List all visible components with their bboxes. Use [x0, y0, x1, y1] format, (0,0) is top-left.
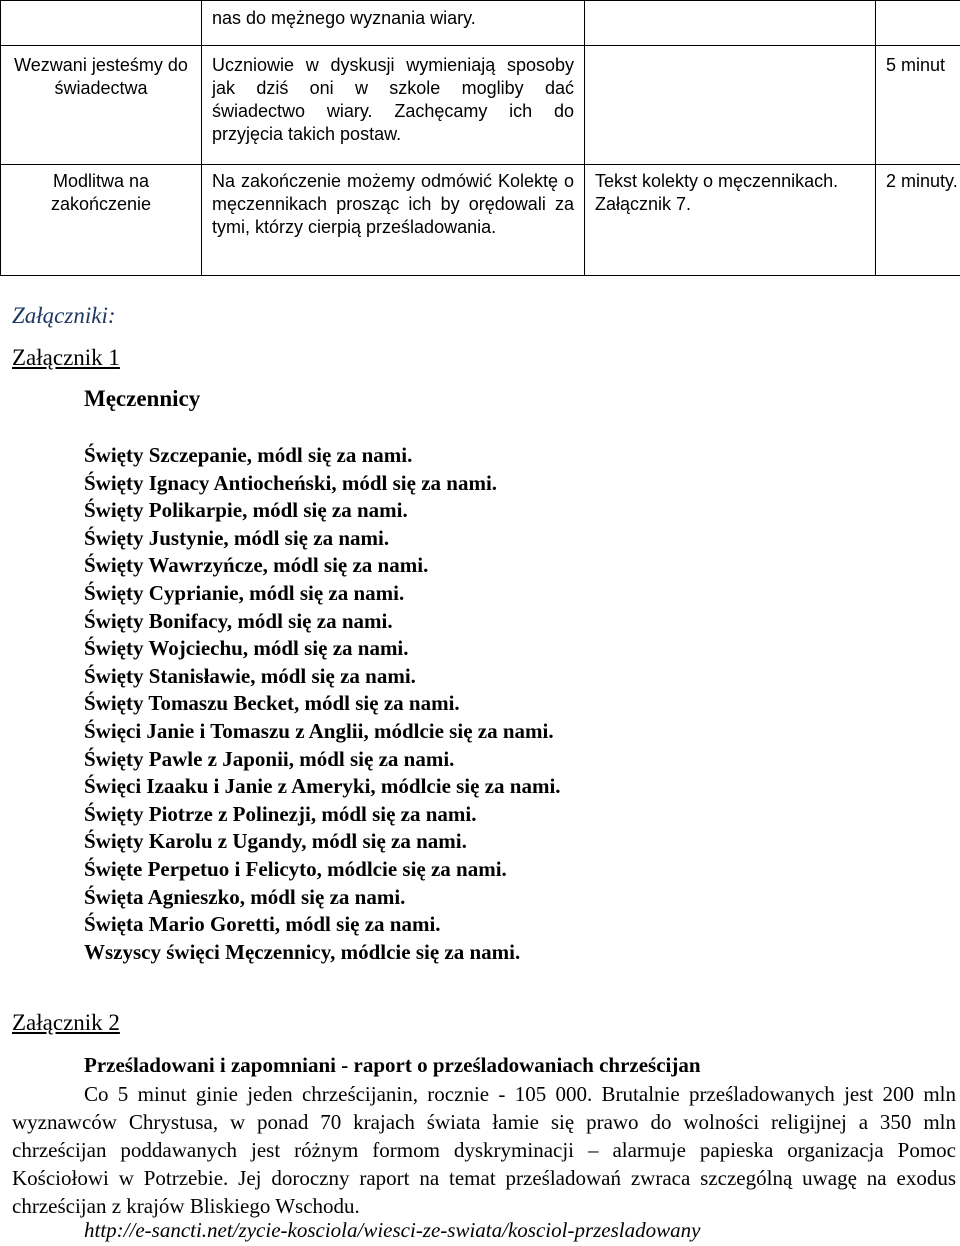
litany-line: Święci Izaaku i Janie z Ameryki, módlcie się za nami.	[84, 774, 561, 799]
litany-line: Święty Szczepanie, módl się za nami.	[84, 443, 413, 467]
litany-line: Wszyscy święci Męczennicy, módlcie się za nami.	[84, 939, 521, 964]
stage-cell: Modlitwa na zakończenie	[1, 165, 202, 276]
report-body: Co 5 minut ginie jeden chrześcijanin, rocznie - 105 000. Brutalnie prześladowanych jest 200 mln wyznawców Chrystusa, w ponad 70 krajach świata łamie się prawo do wolności religijnej a 350 mln chrześcijan poddawanych jest różnym formom dyskryminacji – alarmuje papieska organizacja Pomoc Kościołowi w Potrzebie. Jej doroczny raport na temat prześladowań zwraca szczególną uwagę na exodus chrześcijan z krajów Bliskiego Wschodu.	[12, 1082, 956, 1218]
stage-cell: Wezwani jesteśmy do świadectwa	[1, 46, 202, 165]
litany-line: Święta Mario Goretti, módl się za nami.	[84, 912, 441, 937]
litany-line: Święty Wawrzyńcze, módl się za nami.	[84, 553, 429, 578]
litany-line: Święty Ignacy Antiocheński, módl się za nami.	[84, 470, 498, 495]
litany-line: Święty Bonifacy, módl się za nami.	[84, 608, 393, 633]
activity-text: Uczniowie w dyskusji wymieniają sposoby jak dziś oni w szkole mogliby dać świadectwo wiary. Zachęcamy ich do przyjęcia takich postaw.	[212, 55, 574, 144]
activity-text: Na zakończenie możemy odmówić Kolektę o męczennikach prosząc ich by orędowali za tymi, którzy cierpią prześladowania.	[212, 171, 574, 237]
litany-line: Święty Polikarpie, módl się za nami.	[84, 498, 408, 523]
litany-list	[84, 442, 561, 966]
litany-line: Święty Tomaszu Becket, módl się za nami.	[84, 691, 460, 716]
table-row	[1, 165, 960, 276]
time-cell	[876, 165, 960, 276]
report-title: Prześladowani i zapomniani - raport o prześladowaniach chrześcijan	[84, 1053, 701, 1077]
stage-cell	[1, 1, 202, 46]
attachment2-label: Załącznik 2	[12, 1010, 120, 1035]
materials-cell	[585, 165, 876, 276]
litany-title: Męczennicy	[84, 386, 201, 411]
litany-line: Święty Pawle z Japonii, módl się za nami.	[84, 746, 455, 771]
litany-line: Święty Stanisławie, módl się za nami.	[84, 663, 416, 688]
time-text: 2 minuty.	[886, 171, 958, 191]
activity-cell	[202, 1, 585, 46]
activity-text: nas do mężnego wyznania wiary.	[212, 8, 476, 28]
litany-line: Święty Piotrze z Polinezji, módl się za nami.	[84, 801, 477, 826]
litany-line: Święci Janie i Tomaszu z Anglii, módlcie się za nami.	[84, 718, 554, 743]
litany-line: Święty Wojciechu, módl się za nami.	[84, 636, 409, 661]
table-row	[1, 1, 960, 46]
attachment1-label: Załącznik 1	[12, 345, 120, 370]
attachments-heading: Załączniki:	[12, 303, 116, 328]
materials-cell	[585, 1, 876, 46]
litany-line: Święty Karolu z Ugandy, módl się za nami.	[84, 829, 467, 854]
materials-text: Tekst kolekty o męczennikach. Załącznik 7.	[595, 171, 839, 214]
litany-line: Święty Cyprianie, módl się za nami.	[84, 580, 405, 605]
report-link[interactable]: http://e-sancti.net/zycie-kosciola/wiesci-ze-swiata/kosciol-przesladowany	[84, 1218, 701, 1242]
activity-cell	[202, 46, 585, 165]
litany-line: Święty Justynie, módl się za nami.	[84, 525, 390, 550]
materials-cell	[585, 46, 876, 165]
litany-line: Święte Perpetuo i Felicyto, módlcie się za nami.	[84, 856, 507, 881]
activity-cell	[202, 165, 585, 276]
time-cell	[876, 46, 960, 165]
time-text: 5 minut	[886, 55, 946, 75]
lesson-plan-table	[0, 0, 960, 276]
table-row	[1, 46, 960, 165]
litany-line: Święta Agnieszko, módl się za nami.	[84, 884, 406, 909]
time-cell	[876, 1, 960, 46]
